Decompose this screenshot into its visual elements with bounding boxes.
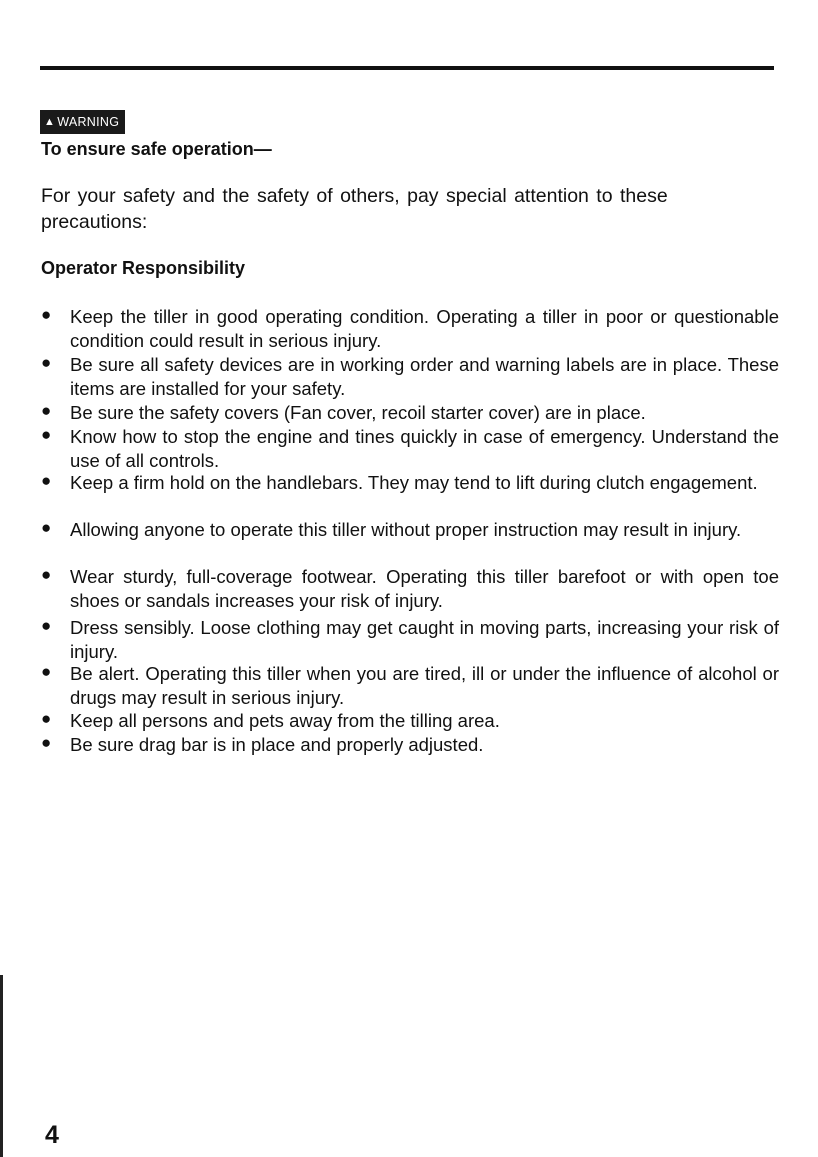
list-item-text: Keep the tiller in good operating condition. Operating a tiller in poor or questionable condition could result in serious injury. [70, 306, 779, 351]
bullet-icon: ● [41, 616, 52, 635]
scan-edge-line [0, 975, 3, 1157]
bullet-icon: ● [41, 733, 52, 752]
bullet-icon: ● [41, 471, 52, 490]
top-rule [40, 66, 774, 70]
list-item-text: Be sure all safety devices are in working order and warning labels are in place. These items are installed for your safety. [70, 354, 779, 399]
list-item-text: Allowing anyone to operate this tiller without proper instruction may result in injury. [70, 519, 742, 540]
list-item-text: Keep all persons and pets away from the tilling area. [70, 710, 500, 731]
bullet-icon: ● [41, 662, 52, 681]
bullet-icon: ● [41, 709, 52, 728]
bullet-icon: ● [41, 305, 52, 324]
list-item-text: Be alert. Operating this tiller when you are tired, ill or under the influence of alcohol or drugs may result in serious injury. [70, 663, 779, 708]
warning-label: WARNING [57, 115, 120, 129]
list-item [41, 353, 779, 400]
list-item-text: Wear sturdy, full-coverage footwear. Operating this tiller barefoot or with open toe shoes or sandals increases your risk of injury. [70, 566, 779, 611]
list-item-text: Be sure drag bar is in place and properly adjusted. [70, 734, 484, 755]
list-item-text: Keep a firm hold on the handlebars. They may tend to lift during clutch engagement. [70, 472, 758, 493]
list-item-text: Know how to stop the engine and tines quickly in case of emergency. Understand the use of all controls. [70, 426, 779, 471]
list-item-text: Be sure the safety covers (Fan cover, recoil starter cover) are in place. [70, 402, 646, 423]
list-item-text: Dress sensibly. Loose clothing may get caught in moving parts, increasing your risk of injury. [70, 617, 779, 662]
intro-paragraph: For your safety and the safety of others, pay special attention to these precautions: [41, 185, 668, 233]
section-heading: Operator Responsibility [41, 258, 246, 278]
warning-badge [40, 110, 125, 134]
list-item [41, 401, 779, 425]
list-item [41, 709, 779, 733]
bullet-icon: ● [41, 401, 52, 420]
page-number: 4 [45, 1121, 59, 1149]
list-item [41, 733, 779, 757]
list-item [41, 662, 779, 709]
list-item [41, 425, 779, 472]
bullet-icon: ● [41, 518, 52, 537]
bullet-icon: ● [41, 353, 52, 372]
bullet-icon: ● [41, 425, 52, 444]
list-item [41, 518, 779, 542]
bullet-icon: ● [41, 565, 52, 584]
page-subtitle: To ensure safe operation— [41, 139, 272, 159]
warning-triangle-icon: ▲ [44, 115, 56, 128]
list-item [41, 616, 779, 663]
list-item [41, 565, 779, 612]
list-item [41, 471, 779, 495]
list-item [41, 305, 779, 352]
